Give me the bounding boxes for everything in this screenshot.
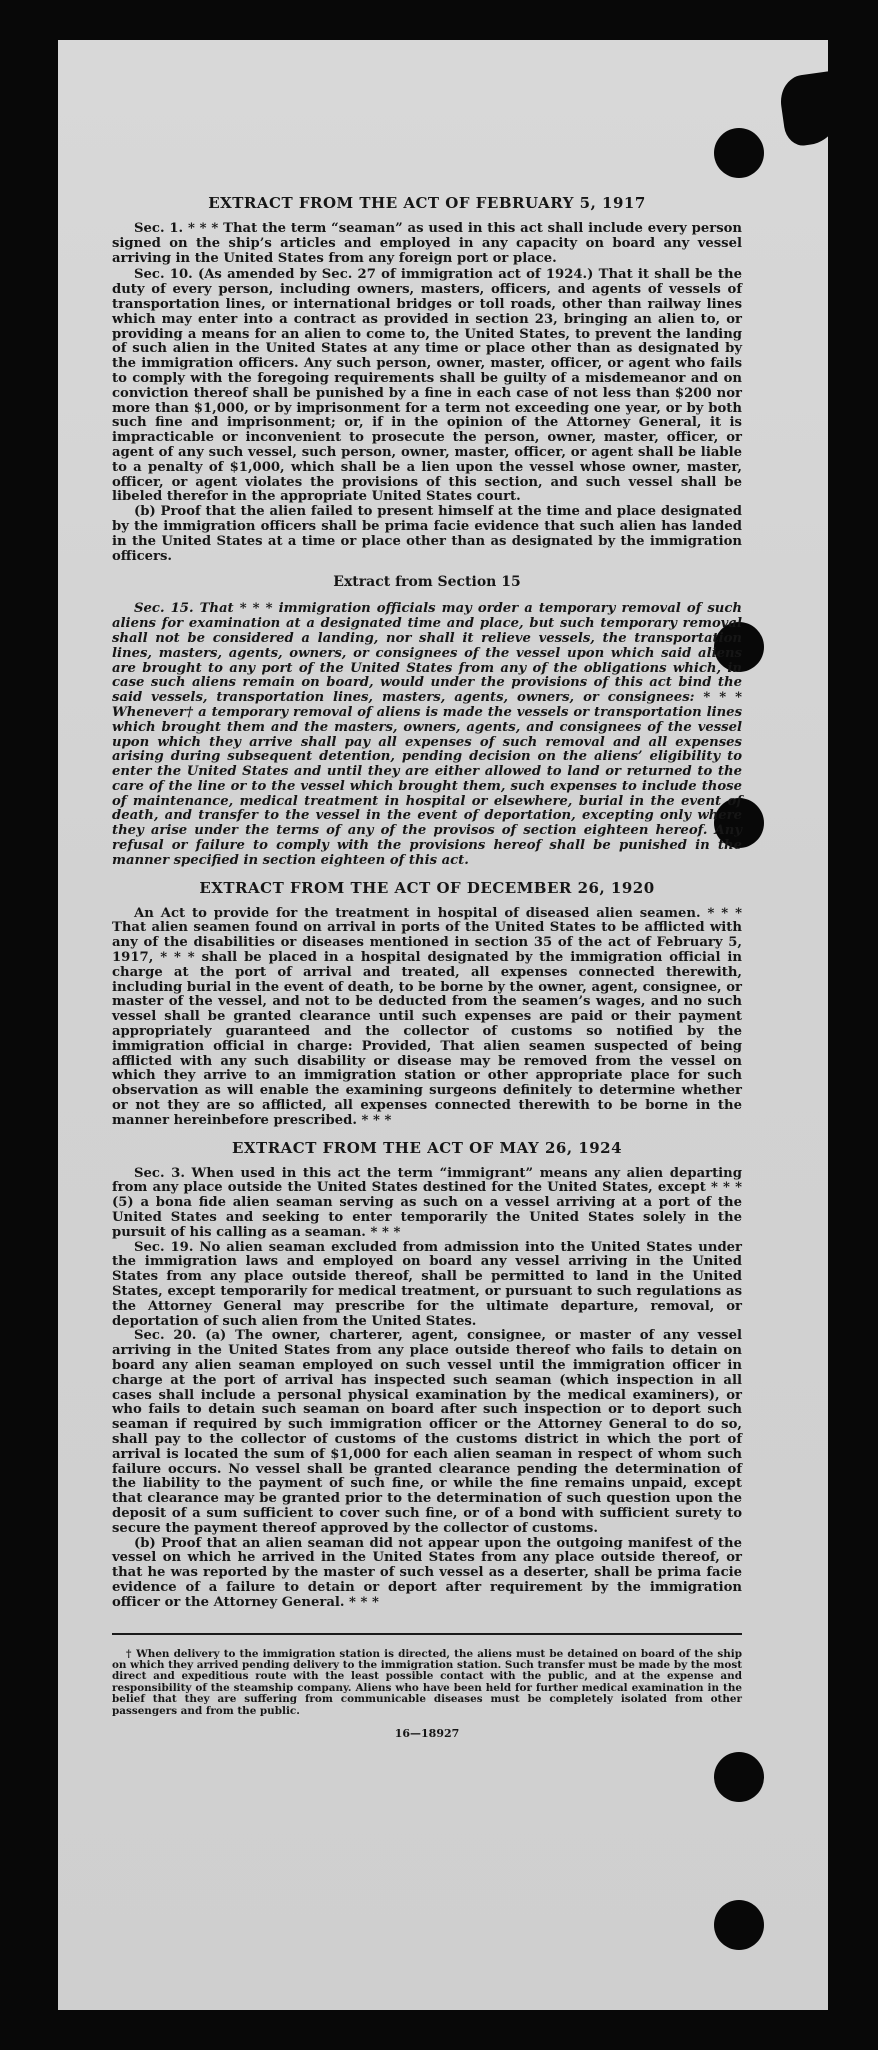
paragraph-1917-sec1: Sec. 1. * * * That the term “seaman” as used in this act shall include every person signed on the ship’s articles and employed in any capacity on board any vessel arriving in the United States from any foreign port or place.	[112, 221, 742, 266]
paragraph-1924-sec20: Sec. 20. (a) The owner, charterer, agent, consignee, or master of any vessel arriving in the United States from any place outside thereof who fails to detain on board any alien seaman employed on such vessel until the immigration officer in charge at the port of arrival has inspected such seaman (which inspection in all cases shall include a personal physical examination by the medical examiners), or who fails to detain such seaman on board after such inspection or to deport such seaman if required by such immigration officer or the Attorney General to do so, shall pay to the collector of customs of the customs district in which the port of arrival is located the sum of $1,000 for each alien seaman in respect of whom such failure occurs. No vessel shall be granted clearance pending the determination of the liability to the payment of such fine, or while the fine remains unpaid, except that clearance may be granted prior to the determination of such question upon the deposit of a sum sufficient to cover such fine, or of a bond with sufficient surety to secure the payment thereof approved by the collector of customs.	[112, 1328, 742, 1536]
paragraph-1924-sec20b: (b) Proof that an alien seaman did not appear upon the outgoing manifest of the vessel on which he arrived in the United States from any place outside thereof, or that he was reported by the master of such vessel as a deserter, shall be prima facie evidence of a failure to detain or deport after requirement by the immigration officer or the Attorney General. * * *	[112, 1535, 742, 1610]
torn-corner	[777, 70, 828, 148]
paragraph-1924-sec3: Sec. 3. When used in this act the term “immigrant” means any alien departing from any place outside the United States destined for the United States, except * * * (5) a bona fide alien seaman serving as such on a vessel arriving at a port of the United States and seeking to enter temporarily the United States solely in the pursuit of his calling as a seaman. * * *	[112, 1165, 742, 1240]
footnote: † When delivery to the immigration station is directed, the aliens must be detained on board of the ship on which they arrived pending delivery to the immigration station. Such transfer must be made by the most direct and expeditious route with the least possible contact with the public, and at the expense and responsibility of the steamship company. Aliens who have been held for further medical examination in the belief that they are suffering from communicable diseases must be completely isolated from other passengers and from the public.	[112, 1647, 742, 1717]
paragraph-section-15: Sec. 15. That * * * immigration officials may order a temporary removal of such aliens for examination at a designated time and place, but such temporary removal shall not be considered a landing, nor shall it relieve vessels, the transportation lines, masters, agents, owners, or consignees of the vessel upon which said aliens are brought to any port of the United States from any of the obligations which, in case such aliens remain on board, would under the provisions of this act bind the said vessels, transportation lines, masters, agents, owners, or consignees: * * * Whenever† a temporary removal of aliens is made the vessels or transportation lines which brought them and the masters, owners, agents, and consignees of the vessel upon which they arrive shall pay all expenses of such removal and all expenses arising during subsequent detention, pending decision on the aliens’ eligibility to enter the United States and until they are either allowed to land or returned to the care of the line or to the vessel which brought them, such expenses to include those of maintenance, medical treatment in hospital or elsewhere, burial in the event of death, and transfer to the vessel in the event of deportation, excepting only where they arise under the terms of any of the provisos of section eighteen hereof. Any refusal or failure to comply with the provisions hereof shall be punished in the manner specified in section eighteen of this act.	[112, 601, 742, 868]
punch-hole	[714, 1752, 764, 1802]
heading-act-1917: EXTRACT FROM THE ACT OF FEBRUARY 5, 1917	[208, 194, 646, 212]
paragraph-1917-sec10b: (b) Proof that the alien failed to present himself at the time and place designated by the immigration officers shall be prima facie evidence that such alien has landed in the United States at a time or place other than as designated by the immigration officers.	[112, 504, 742, 564]
document-body	[112, 194, 742, 1742]
paragraph-1920: An Act to provide for the treatment in hospital of diseased alien seamen. * * * That alien seamen found on arrival in ports of the United States to be afflicted with any of the disabilities or diseases mentioned in section 35 of the act of February 5, 1917, * * * shall be placed in a hospital designated by the immigration official in charge at the port of arrival and treated, all expenses connected therewith, including burial in the event of death, to be borne by the owner, agent, consignee, or master of the vessel, and not to be deducted from the seamen’s wages, and no such vessel shall be granted clearance until such expenses are paid or their payment appropriately guaranteed and the collector of customs so notified by the immigration official in charge: Provided, That alien seamen suspected of being afflicted with any such disability or disease may be removed from the vessel on which they arrive to an immigration station or other appropriate place for such observation as will enable the examining surgeons definitely to determine whether or not they are so afflicted, all expenses connected therewith to be borne in the manner hereinbefore prescribed. * * *	[112, 905, 742, 1128]
paragraph-1924-sec19: Sec. 19. No alien seaman excluded from admission into the United States under the immigration laws and employed on board any vessel arriving in the United States from any place outside thereof, shall be permitted to land in the United States, except temporarily for medical treatment, or pursuant to such regulations as the Attorney General may prescribe for the ultimate departure, removal, or deportation of such alien from the United States.	[112, 1239, 742, 1329]
heading-act-1920: EXTRACT FROM THE ACT OF DECEMBER 26, 1920	[199, 878, 655, 897]
punch-hole	[714, 128, 764, 178]
document-page	[58, 40, 828, 2010]
heading-section-15: Extract from Section 15	[333, 574, 521, 591]
heading-act-1924: EXTRACT FROM THE ACT OF MAY 26, 1924	[231, 1138, 623, 1157]
paragraph-1917-sec10: Sec. 10. (As amended by Sec. 27 of immigration act of 1924.) That it shall be the duty of every person, including owners, masters, officers, and agents of vessels of transportation lines, or international bridges or toll roads, other than railway lines which may enter into a contract as provided in section 23, bringing an alien to, or providing a means for an alien to come to, the United States, to prevent the landing of such alien in the United States at any time or place other than as designated by the immigration officers. Any such person, owner, master, officer, or agent who fails to comply with the foregoing requirements shall be guilty of a misdemeanor and on conviction thereof shall be punished by a fine in each case of not less than $200 nor more than $1,000, or by imprisonment for a term not exceeding one year, or by both such fine and imprisonment; or, if in the opinion of the Attorney General, it is impracticable or inconvenient to prosecute the person, owner, master, officer, or agent of any such vessel, such person, owner, master, officer, or agent shall be liable to a penalty of $1,000, which shall be a lien upon the vessel whose owner, master, officer, or agent violates the provisions of this section, and such vessel shall be libeled therefor in the appropriate United States court.	[112, 267, 742, 505]
punch-hole	[714, 1900, 764, 1950]
divider	[112, 1633, 742, 1635]
form-number: 16—18927	[394, 1726, 460, 1740]
